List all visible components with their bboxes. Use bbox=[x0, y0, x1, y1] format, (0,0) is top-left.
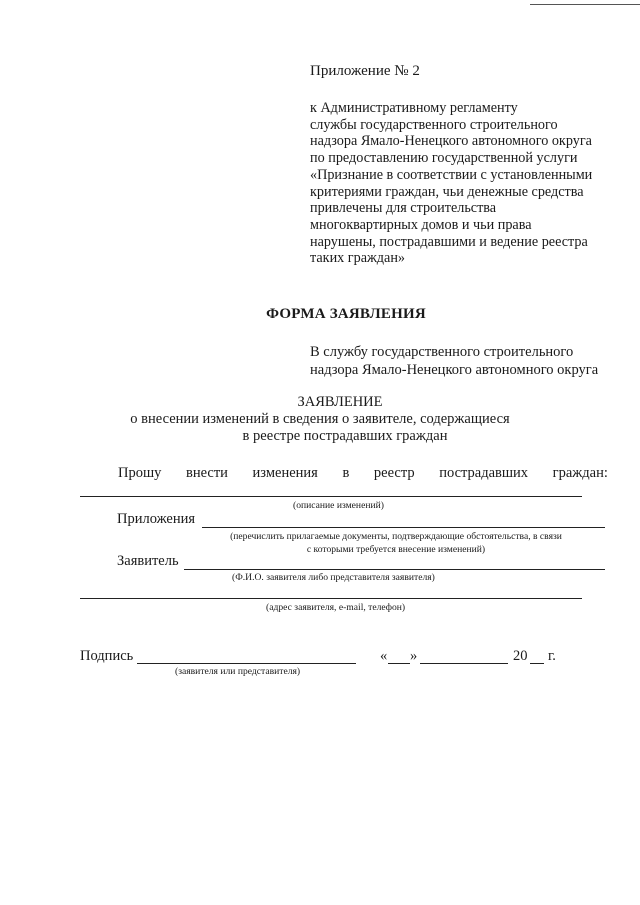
annex-title: Приложение № 2 bbox=[310, 63, 420, 79]
date-year-prefix: 20 bbox=[513, 648, 528, 664]
annex-line: надзора Ямало-Ненецкого автономного округа bbox=[310, 133, 592, 150]
annex-line: критериями граждан, чьи денежные средства bbox=[310, 183, 584, 200]
recipient-block bbox=[310, 343, 598, 379]
statement-title: ЗАЯВЛЕНИЕ bbox=[297, 394, 383, 410]
date-month-input-line[interactable] bbox=[420, 663, 508, 664]
statement-subtitle: в реестре пострадавших граждан bbox=[242, 428, 448, 444]
corner-line bbox=[530, 4, 640, 5]
address-input-line[interactable] bbox=[80, 598, 582, 599]
request-word: внести bbox=[186, 465, 228, 481]
annex-line: привлечены для строительства bbox=[310, 200, 497, 217]
request-word: в bbox=[342, 465, 350, 481]
annex-line: к Административному регламенту bbox=[310, 100, 518, 116]
request-word: изменения bbox=[252, 465, 318, 481]
statement-heading bbox=[0, 394, 640, 445]
request-word: Прошу bbox=[118, 465, 162, 481]
annex-line: «Признание в соответствии с установленными bbox=[310, 166, 593, 183]
attachments-label: Приложения bbox=[117, 511, 196, 527]
request-word: пострадавших bbox=[439, 465, 529, 481]
date-quote-open: « bbox=[380, 648, 388, 664]
applicant-label: Заявитель bbox=[117, 553, 179, 569]
annex-line: многоквартирных домов и чьи права bbox=[310, 216, 532, 233]
request-word: реестр bbox=[373, 465, 415, 481]
date-quote-close: » bbox=[410, 648, 418, 664]
applicant-input-line[interactable] bbox=[184, 569, 605, 570]
annex-line: службы государственного строительного bbox=[310, 116, 558, 133]
attachments-caption bbox=[196, 531, 596, 556]
annex-reference bbox=[310, 100, 630, 267]
changes-caption: (описание изменений) bbox=[293, 500, 384, 511]
annex-line: по предоставлению государственной услуги bbox=[310, 150, 578, 167]
signature-input-line[interactable] bbox=[137, 663, 356, 664]
address-caption: (адрес заявителя, e-mail, телефон) bbox=[266, 602, 406, 613]
date-year-suffix: г. bbox=[548, 648, 556, 664]
applicant-caption: (Ф.И.О. заявителя либо представителя заявителя) bbox=[232, 572, 435, 583]
statement-subtitle: о внесении изменений в сведения о заявителе, содержащиеся bbox=[130, 411, 510, 427]
date-day-input-line[interactable] bbox=[388, 663, 410, 664]
recipient-line: надзора Ямало-Ненецкого автономного округа bbox=[310, 362, 599, 378]
date-year-input-line[interactable] bbox=[530, 663, 544, 664]
annex-line: нарушены, пострадавшими и ведение реестра bbox=[310, 233, 588, 250]
attachments-input-line[interactable] bbox=[202, 527, 605, 528]
annex-line: таких граждан» bbox=[310, 250, 406, 267]
request-word: граждан: bbox=[552, 465, 608, 481]
changes-input-line[interactable] bbox=[80, 496, 582, 497]
request-sentence bbox=[118, 465, 608, 482]
signature-label: Подпись bbox=[80, 648, 134, 664]
signature-caption: (заявителя или представителя) bbox=[175, 666, 301, 677]
attachments-caption-line: (перечислить прилагаемые документы, подтверждающие обстоятельства, в связи bbox=[230, 531, 562, 542]
form-title: ФОРМА ЗАЯВЛЕНИЯ bbox=[266, 306, 426, 322]
recipient-line: В службу государственного строительного bbox=[310, 344, 574, 360]
attachments-caption-line: с которыми требуется внесение изменений) bbox=[306, 543, 486, 555]
